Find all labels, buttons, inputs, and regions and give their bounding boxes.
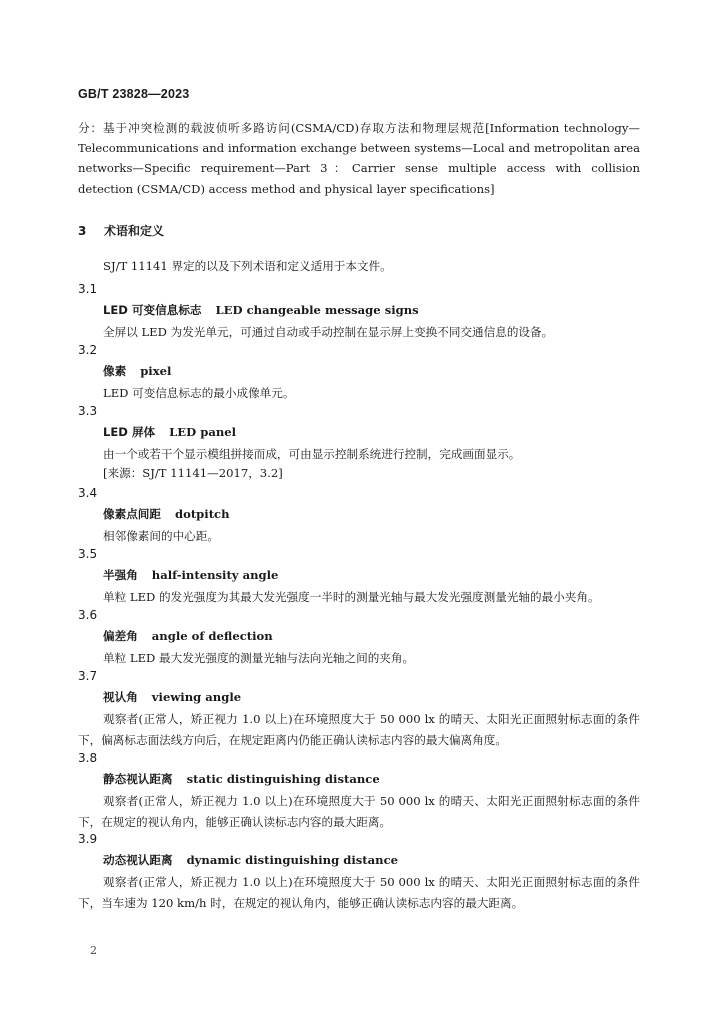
term-zh: 静态视认距离	[103, 772, 173, 786]
section-intro: SJ/T 11141 界定的以及下列术语和定义适用于本文件。	[103, 259, 392, 273]
term-definition: LED 可变信息标志的最小成像单元。	[103, 386, 295, 400]
term-zh: 半强角	[103, 568, 138, 582]
term-zh: LED 屏体	[103, 425, 156, 439]
term-number: 3.5	[78, 547, 98, 561]
term-number: 3.4	[78, 486, 98, 500]
term-title	[103, 852, 398, 868]
term-number: 3.8	[78, 751, 98, 765]
reference-continuation: 分：基于冲突检测的载波侦听多路访问(CSMA/CD)存取方法和物理层规范[Information technology—Telecommunications and information exchange between systems—Local and metropolitan area networks—Specific requirement—Part 3：Carrier sense multiple access with collision detection (CSMA/CD) access method and physical layer specifications]	[78, 121, 640, 196]
term-definition: 观察者(正常人，矫正视力 1.0 以上)在环境照度大于 50 000 lx 的晴天、太阳光正面照射标志面的条件下，偏离标志面法线方向后，在规定距离内仍能正确认读标志内容的最大偏离角度。	[78, 712, 640, 747]
term-zh: 偏差角	[103, 629, 138, 643]
term-en: half-intensity angle	[151, 568, 279, 582]
term-title	[103, 628, 273, 644]
section-number: 3	[78, 224, 87, 238]
term-definition: 观察者(正常人，矫正视力 1.0 以上)在环境照度大于 50 000 lx 的晴天、太阳光正面照射标志面的条件下，当车速为 120 km/h 时，在规定的视认角内，能够正确认读标志内容的最大距离。	[78, 875, 640, 910]
term-definition: 全屏以 LED 为发光单元，可通过自动或手动控制在显示屏上变换不同交通信息的设备。	[103, 325, 554, 339]
term-en: LED panel	[169, 425, 237, 439]
term-definition: 单粒 LED 的发光强度为其最大发光强度一半时的测量光轴与最大发光强度测量光轴的最小夹角。	[103, 590, 600, 604]
term-number: 3.1	[78, 282, 98, 296]
term-title	[103, 506, 230, 522]
term-number: 3.6	[78, 608, 98, 622]
term-number: 3.7	[78, 669, 98, 683]
term-source-note: [来源：SJ/T 11141—2017，3.2]	[103, 466, 283, 480]
section-heading	[78, 222, 164, 239]
term-number: 3.9	[78, 832, 98, 846]
term-title	[103, 302, 419, 318]
term-definition: 单粒 LED 最大发光强度的测量光轴与法向光轴之间的夹角。	[103, 651, 415, 665]
term-definition: 由一个或若干个显示模组拼接而成，可由显示控制系统进行控制，完成画面显示。	[103, 447, 521, 461]
term-en: LED changeable message signs	[215, 303, 419, 317]
term-number: 3.3	[78, 404, 98, 418]
term-zh: 视认角	[103, 690, 138, 704]
term-en: angle of deflection	[151, 629, 273, 643]
term-zh: LED 可变信息标志	[103, 303, 202, 317]
term-en: dynamic distinguishing distance	[186, 853, 398, 867]
term-zh: 动态视认距离	[103, 853, 173, 867]
term-definition: 观察者(正常人，矫正视力 1.0 以上)在环境照度大于 50 000 lx 的晴天、太阳光正面照射标志面的条件下，在规定的视认角内，能够正确认读标志内容的最大距离。	[78, 794, 640, 829]
term-zh: 像素点间距	[103, 507, 161, 521]
section-title: 术语和定义	[104, 224, 165, 238]
term-title	[103, 771, 380, 787]
term-title	[103, 689, 241, 705]
term-en: static distinguishing distance	[186, 772, 380, 786]
term-en: dotpitch	[174, 507, 230, 521]
term-en: pixel	[140, 364, 172, 378]
term-title	[103, 363, 171, 379]
term-en: viewing angle	[151, 690, 242, 704]
term-title	[103, 424, 236, 440]
standard-code-header: GB/T 23828—2023	[78, 87, 190, 101]
page-number: 2	[90, 944, 97, 957]
term-definition: 相邻像素间的中心距。	[103, 529, 219, 543]
term-number: 3.2	[78, 343, 98, 357]
term-title	[103, 567, 278, 583]
term-zh: 像素	[103, 364, 127, 378]
